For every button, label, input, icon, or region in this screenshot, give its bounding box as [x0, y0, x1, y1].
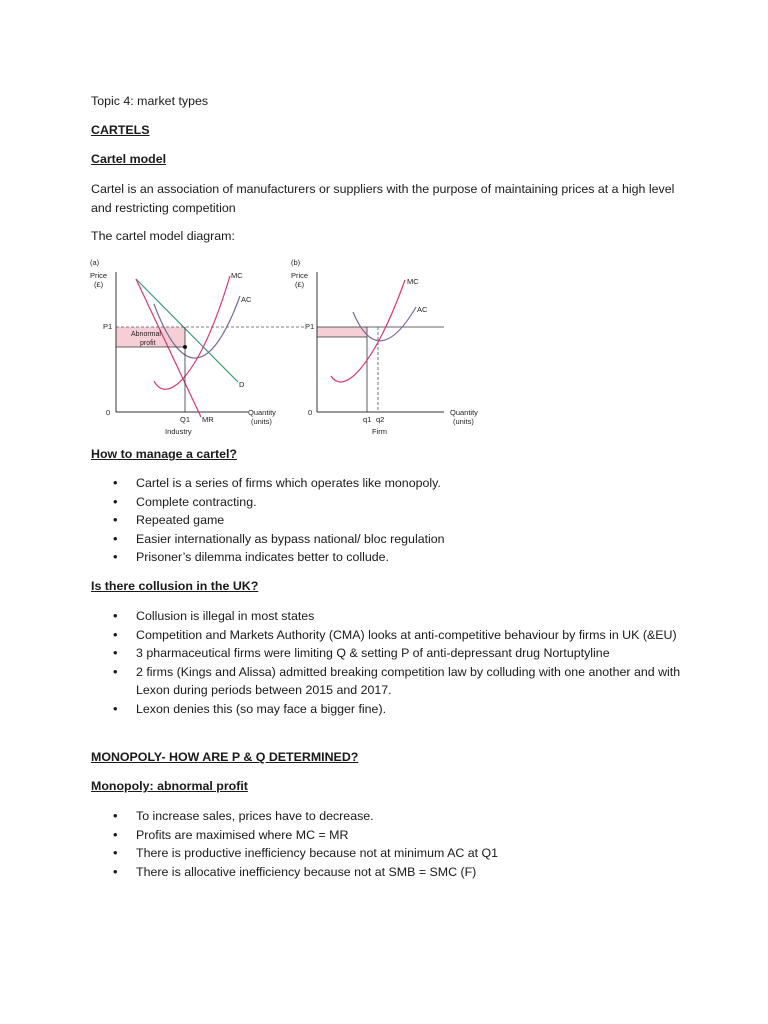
- list-item: • 3 pharmaceutical firms were limiting Q & setting P of anti-depressant drug Nortuptyline: [91, 644, 681, 663]
- industry-caption: Industry: [165, 427, 192, 436]
- ac-point: [183, 345, 187, 349]
- monopoly-heading: MONOPOLY- HOW ARE P & Q DETERMINED?: [91, 750, 359, 764]
- list-item: • There is productive inefficiency because not at minimum AC at Q1: [91, 844, 681, 863]
- panel-a-label: (a): [90, 258, 100, 267]
- list-item: • Easier internationally as bypass national/ bloc regulation: [91, 530, 681, 549]
- ac-label-industry: AC: [241, 295, 252, 304]
- panel-b-label: (b): [291, 258, 301, 267]
- monopoly-subheading: Monopoly: abnormal profit: [91, 779, 248, 793]
- q2-label-firm: q2: [376, 415, 385, 424]
- units-label-industry: (units): [251, 417, 272, 426]
- list-item: • Repeated game: [91, 511, 681, 530]
- ac-label-firm: AC: [417, 305, 428, 314]
- panel-a: [90, 258, 309, 436]
- panel-b: [291, 258, 478, 436]
- panel-a-currency-label: (£): [94, 280, 104, 289]
- origin-label-firm: 0: [308, 408, 313, 417]
- list-item: • To increase sales, prices have to decrease.: [91, 807, 681, 826]
- list-item: • Profits are maximised where MC = MR: [91, 826, 681, 845]
- cartel-diagram: [88, 254, 488, 439]
- list-item: • Lexon denies this (so may face a bigger fine).: [91, 700, 681, 719]
- abnormal-profit-label-2: profit: [140, 340, 156, 347]
- list-item: • Collusion is illegal in most states: [91, 607, 681, 626]
- collusion-heading: Is there collusion in the UK?: [91, 579, 259, 593]
- mc-label-firm: MC: [407, 277, 419, 286]
- quantity-label-firm: Quantity: [450, 408, 478, 417]
- firm-caption: Firm: [372, 427, 387, 436]
- list-item: • There is allocative inefficiency because not at SMB = SMC (F): [91, 863, 681, 882]
- quantity-label-industry: Quantity: [248, 408, 276, 417]
- panel-b-price-label: Price: [291, 271, 309, 280]
- manage-cartel-list: [91, 474, 681, 567]
- diagram-intro: The cartel model diagram:: [91, 229, 235, 243]
- list-item: • Competition and Markets Authority (CMA) looks at anti-competitive behaviour by firms in UK (&EU): [91, 626, 681, 645]
- q1-label-firm: q1: [363, 415, 372, 424]
- panel-a-price-label: Price: [90, 271, 108, 280]
- monopoly-list: [91, 807, 681, 881]
- p1-label-firm: P1: [305, 322, 315, 331]
- collusion-list: [91, 607, 681, 719]
- mr-label: MR: [202, 415, 214, 424]
- cartel-definition: Cartel is an association of manufacturers or suppliers with the purpose of maintaining prices at a high level and restricting competition: [91, 182, 675, 215]
- cartel-model-heading: Cartel model: [91, 152, 167, 166]
- abnormal-profit-label: Abnormal: [131, 331, 161, 338]
- cartels-heading: CARTELS: [91, 123, 150, 137]
- topic-title: Topic 4: market types: [91, 94, 209, 108]
- panel-b-currency-label: (£): [295, 280, 305, 289]
- mr-curve: [136, 279, 201, 417]
- q1-label-industry: Q1: [180, 415, 191, 424]
- manage-cartel-heading: How to manage a cartel?: [91, 447, 237, 461]
- list-item: • 2 firms (Kings and Alissa) admitted breaking competition law by colluding with one another and with Lexon during periods between 2015 and 2017.: [91, 663, 681, 700]
- origin-label-industry: 0: [106, 408, 111, 417]
- units-label-firm: (units): [453, 417, 474, 426]
- mc-label-industry: MC: [231, 271, 243, 280]
- list-item: • Complete contracting.: [91, 493, 681, 512]
- firm-profit-area: [317, 327, 367, 337]
- list-item: • Cartel is a series of firms which operates like monopoly.: [91, 474, 681, 493]
- p1-label-industry: P1: [103, 322, 113, 331]
- d-label: D: [239, 380, 245, 389]
- list-item: • Prisoner’s dilemma indicates better to collude.: [91, 548, 681, 567]
